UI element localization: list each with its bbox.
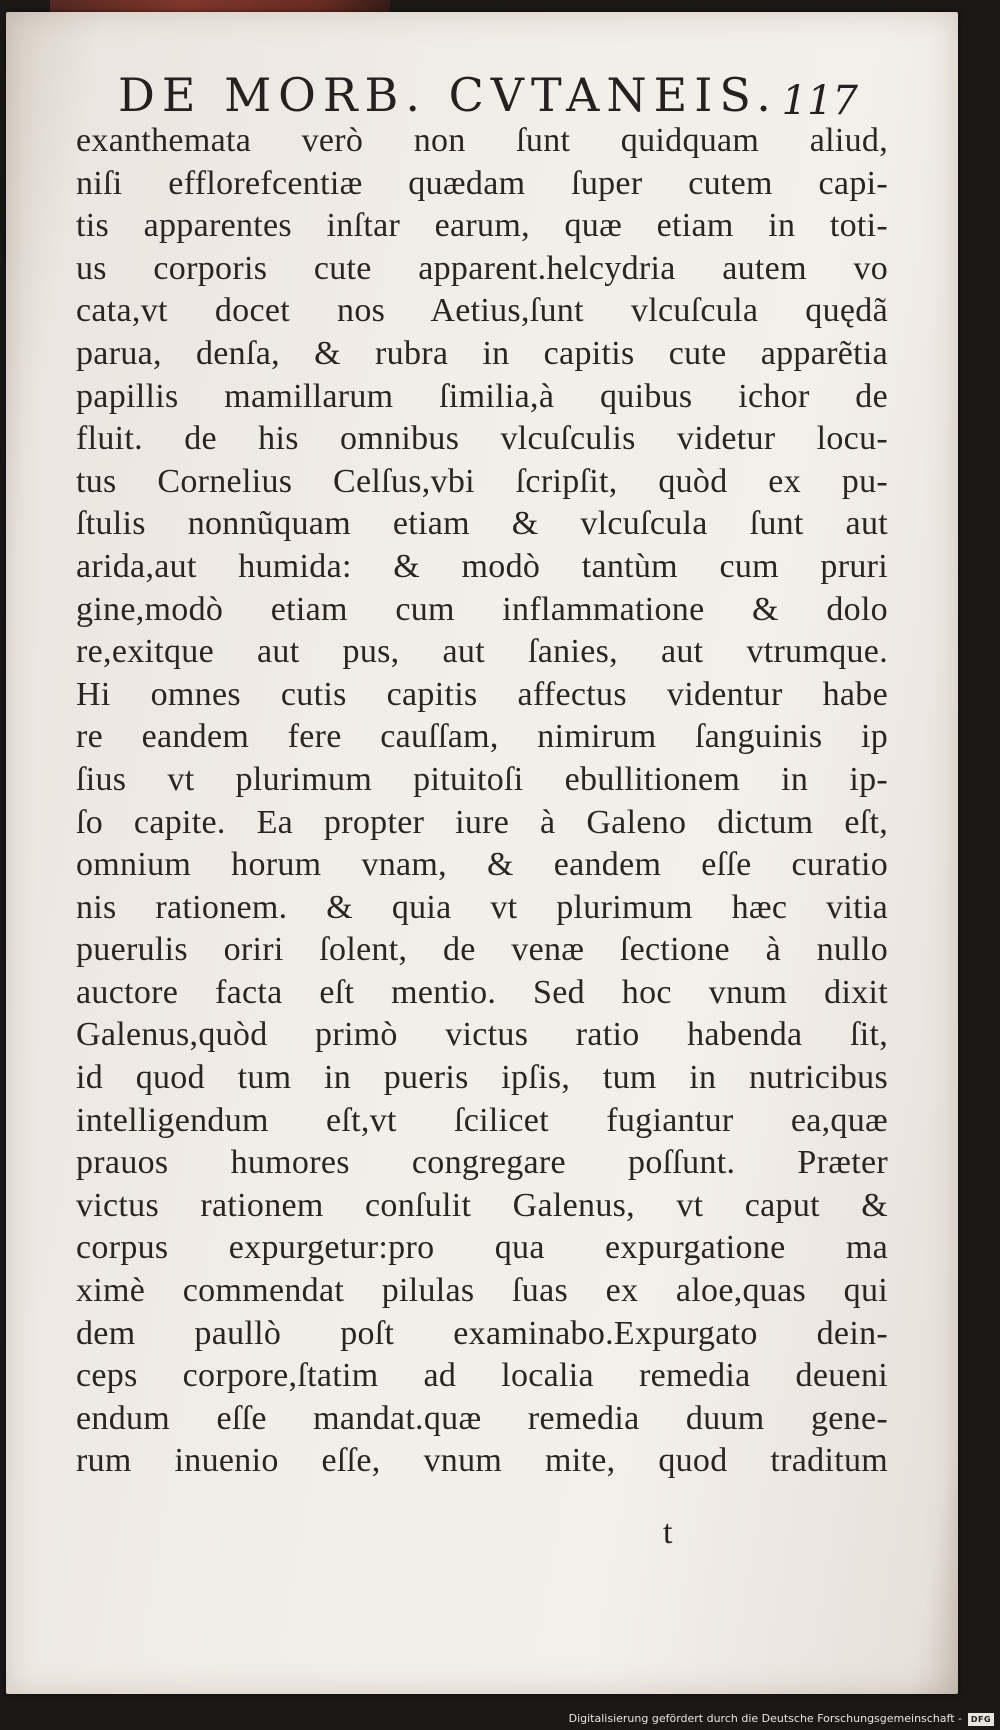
text-line: victus rationem conſulit Galenus, vt caput & <box>76 1186 888 1224</box>
body-text <box>76 120 888 1520</box>
text-line: tus Cornelius Celſus,vbi ſcripſit, quòd ex pu- <box>76 462 888 500</box>
text-line: us corporis cute apparent.helcydria autem vo <box>76 249 888 287</box>
text-line: puerulis oriri ſolent, de venæ ſectione à nullo <box>76 931 888 969</box>
text-line: auctore facta eſt mentio. Sed hoc vnum dixit <box>76 973 888 1011</box>
text-line: dem paullò poſt examinabo.Expurgato dein- <box>76 1314 888 1352</box>
text-line: ſtulis nonnũquam etiam & vlcuſcula ſunt aut <box>76 505 888 543</box>
text-line: corpus expurgetur:pro qua expurgatione ma <box>76 1229 888 1267</box>
text-line: ſo capite. Ea propter iure à Galeno dictum eſt, <box>76 803 888 841</box>
text-line: omnium horum vnam, & eandem eſſe curatio <box>76 846 888 884</box>
text-line: gine,modò etiam cum inflammatione & dolo <box>76 590 888 628</box>
text-line: prauos humores congregare poſſunt. Præter <box>76 1144 888 1182</box>
dfg-logo: DFG <box>968 1713 994 1726</box>
text-line: tis apparentes inſtar earum, quæ etiam in toti- <box>76 207 888 245</box>
text-line: ceps corpore,ſtatim ad localia remedia deueni <box>76 1357 888 1395</box>
digitization-footer <box>0 1710 1000 1730</box>
text-line: intelligendum eſt,vt ſcilicet fugiantur ea,quæ <box>76 1101 888 1139</box>
page-number: 117 <box>781 78 858 124</box>
funding-credit: Digitalisierung gefördert durch die Deutsche Forschungsgemeinschaft - <box>568 1712 962 1725</box>
text-line: id quod tum in pueris ipſis, tum in nutricibus <box>76 1059 888 1097</box>
text-line: arida,aut humida: & modò tantùm cum pruri <box>76 547 888 585</box>
text-line: fluit. de his omnibus vlcuſculis videtur locu- <box>76 420 888 458</box>
text-line: endum eſſe mandat.quæ remedia duum gene- <box>76 1399 888 1437</box>
text-line: ſius vt plurimum pituitoſi ebullitionem in ip- <box>76 760 888 798</box>
text-line: exanthemata verò non ſunt quidquam aliud, <box>76 122 888 159</box>
text-line: niſi efflorefcentiæ quædam ſuper cutem capi- <box>76 164 888 202</box>
text-line: cata,vt docet nos Aetius,ſunt vlcuſcula quędã <box>76 292 888 330</box>
running-head: DE MORB. CVTANEIS. <box>118 68 778 122</box>
book-page <box>6 12 958 1694</box>
catchword: t <box>663 1514 673 1551</box>
text-line: papillis mamillarum ſimilia,à quibus ichor de <box>76 377 888 415</box>
text-line: re,exitque aut pus, aut ſanies, aut vtrumque. <box>76 633 888 671</box>
text-line: parua, denſa, & rubra in capitis cute apparẽtia <box>76 334 888 372</box>
text-line: Hi omnes cutis capitis affectus videntur habe <box>76 675 888 713</box>
text-line: ximè commendat pilulas ſuas ex aloe,quas qui <box>76 1272 888 1310</box>
text-line: re eandem fere cauſſam, nimirum ſanguinis ip <box>76 718 888 756</box>
text-line: rum inuenio eſſe, vnum mite, quod traditum <box>76 1442 888 1480</box>
text-line: Galenus,quòd primò victus ratio habenda ſit, <box>76 1016 888 1054</box>
text-line: nis rationem. & quia vt plurimum hæc vitia <box>76 888 888 926</box>
